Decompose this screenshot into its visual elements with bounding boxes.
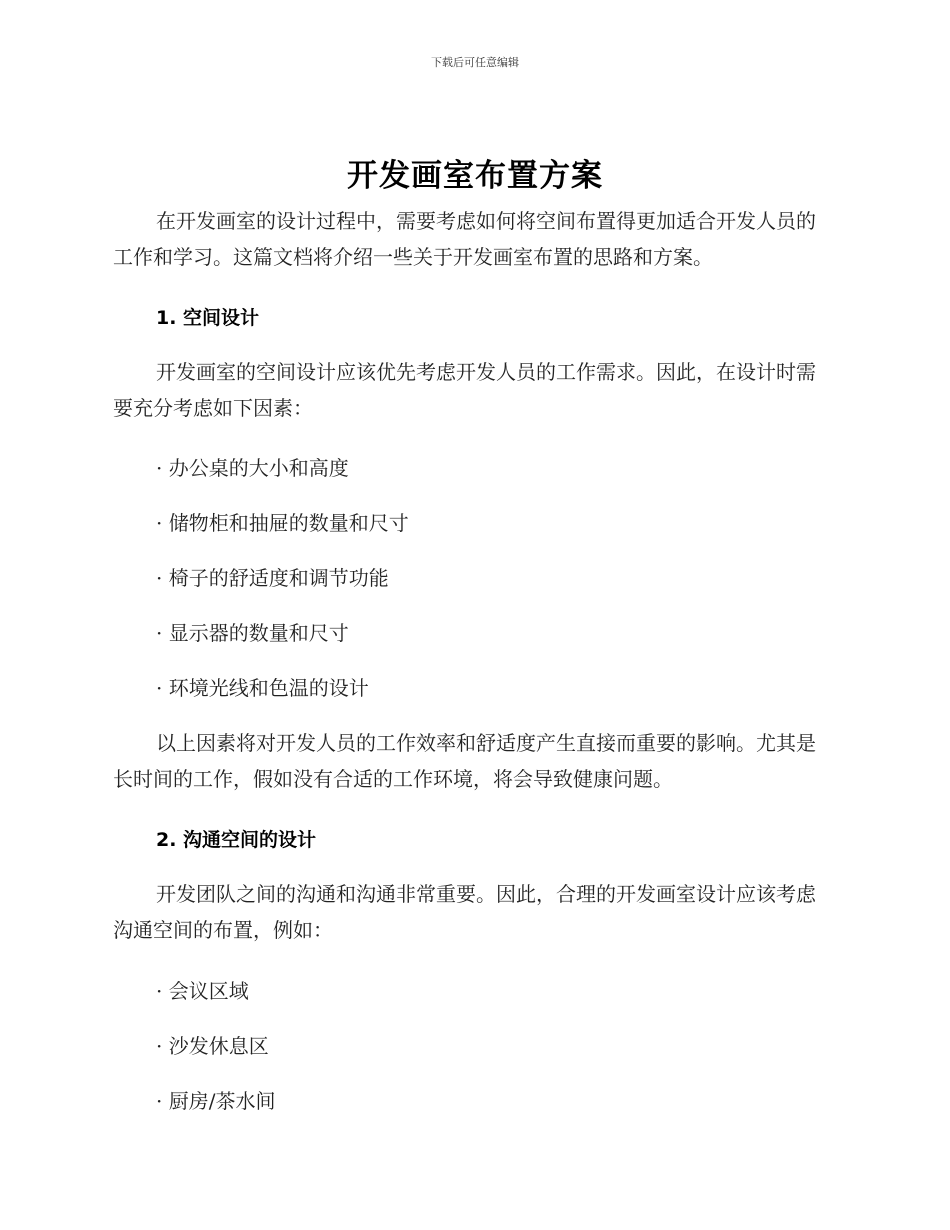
section-1-bullet-1: · 办公桌的大小和高度 xyxy=(156,456,349,480)
section-1-bullet-3: · 椅子的舒适度和调节功能 xyxy=(156,566,389,590)
section-1-bullet-4: · 显示器的数量和尺寸 xyxy=(156,621,349,645)
section-2-bullet-2: · 沙发休息区 xyxy=(156,1034,269,1058)
document-title: 开发画室布置方案 xyxy=(347,158,603,194)
section-1-heading: 1. 空间设计 xyxy=(156,307,260,329)
section-1-closing-paragraph: 以上因素将对开发人员的工作效率和舒适度产生直接而重要的影响。尤其是长时间的工作，假如没有合适的工作环境，将会导致健康问题。 xyxy=(113,731,816,791)
section-1-paragraph: 开发画室的空间设计应该优先考虑开发人员的工作需求。因此，在设计时需要充分考虑如下因素： xyxy=(113,360,816,420)
section-2-bullet-1: · 会议区域 xyxy=(156,979,249,1003)
section-1-bullet-5: · 环境光线和色温的设计 xyxy=(156,676,369,700)
page-header: 下载后可任意编辑 xyxy=(431,56,519,69)
intro-paragraph: 在开发画室的设计过程中，需要考虑如何将空间布置得更加适合开发人员的工作和学习。这篇文档将介绍一些关于开发画室布置的思路和方案。 xyxy=(113,209,816,269)
section-2-heading: 2. 沟通空间的设计 xyxy=(156,829,317,851)
section-2-bullet-3: · 厨房/茶水间 xyxy=(156,1089,276,1113)
section-2-paragraph: 开发团队之间的沟通和沟通非常重要。因此，合理的开发画室设计应该考虑沟通空间的布置，例如： xyxy=(113,882,816,942)
section-1-bullet-2: · 储物柜和抽屉的数量和尺寸 xyxy=(156,511,409,535)
